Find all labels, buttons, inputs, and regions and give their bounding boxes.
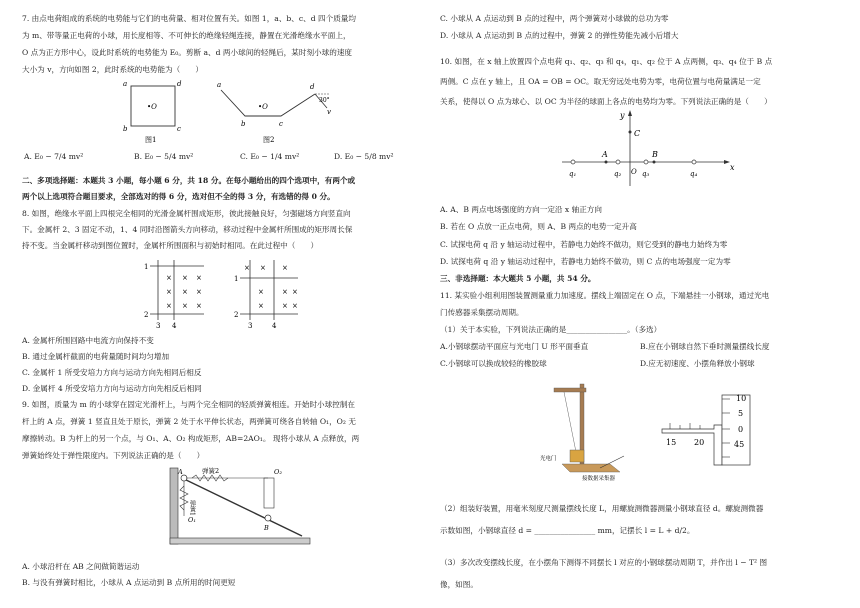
q8-left-label-1: 1: [144, 263, 149, 271]
q8-right-label-4: 4: [272, 322, 277, 330]
q10-point-b: B: [652, 150, 658, 159]
q7-option-d: D. E₀ − 5/8 mv²: [334, 152, 394, 161]
q7-option-a: A. E₀ − 7/4 mv²: [24, 152, 84, 161]
svg-text:×: ×: [182, 288, 188, 296]
q8-left-label-4: 4: [172, 322, 177, 330]
fig2-label-b: b: [241, 120, 246, 128]
q10-charge-q4: q₄: [690, 170, 698, 178]
q9-line-2: 杆上的 A 点，弹簧 1 竖直且处于原长，弹簧 2 处于水平伸长状态，两弹簧可绕各自转轴 O₁，O₂ 无: [22, 417, 356, 426]
svg-text:×: ×: [260, 264, 266, 272]
svg-text:×: ×: [282, 264, 288, 272]
figure-1: [123, 80, 182, 144]
q10-charge-q3: q₃: [642, 170, 650, 178]
svg-text:×: ×: [182, 302, 188, 310]
q8-left-label-2: 2: [144, 311, 149, 319]
q9-spring2-label: 弹簧2: [202, 467, 220, 475]
q11-thimble-5: 5: [738, 409, 744, 418]
fig1-label-d: d: [177, 80, 182, 88]
q10-line-1: 10. 如图，在 x 轴上放置四个点电荷 q₁、q₂、q₃ 和 q₄，q₁、q₂ 位于 A 点两侧，q₃、q₄ 位于 B 点: [440, 57, 773, 66]
q10-option-a: A. A、B 两点电场强度的方向一定沿 x 轴正方向: [440, 205, 602, 214]
q9-point-a: A: [178, 468, 183, 476]
svg-text:×: ×: [196, 302, 202, 310]
svg-text:×: ×: [282, 302, 288, 310]
q11-option-c: C.小钢球可以换成较轻的橡胶球: [440, 359, 547, 368]
q11-option-d: D.应无初速度、小摆角释放小钢球: [640, 359, 755, 368]
q10-charge-q2: q₂: [614, 170, 622, 178]
q11-part-3-line-2: 像，如图。: [440, 580, 478, 589]
q11-photogate-label: 光电门: [540, 456, 557, 462]
q11-option-b: B.应在小钢球自然下垂时测量摆线长度: [640, 342, 770, 351]
section-2-heading-line-2: 两个以上选项符合题目要求，全部选对的得 6 分，选对但不全的得 3 分，有选错的得 0 分。: [22, 192, 335, 201]
fig1-center-o: •O: [147, 103, 157, 111]
q11-part-3-line-1: （3）多次改变摆线长度，在小摆角下测得不同摆长 l 对应的小钢球摆动周期 T，并作出 l − T² 图: [440, 558, 768, 567]
fig1-label-c: c: [177, 125, 181, 133]
q8-figure: [144, 256, 304, 330]
q10-option-b: B. 若在 O 点放一正点电荷，则 A、B 两点的电势一定升高: [440, 222, 637, 231]
fig2-center-o: •O: [258, 103, 268, 111]
svg-text:×: ×: [166, 302, 172, 310]
svg-text:×: ×: [292, 288, 298, 296]
svg-text:×: ×: [196, 274, 202, 282]
figure-2: [217, 81, 331, 144]
q8-option-b: B. 通过金属杆截面的电荷量随时间均匀增加: [22, 352, 170, 361]
q10-line-3: 关系，使得以 O 点为球心、以 OC 为半径的球面上各点的电势均为零。下列说法正确的是（ ）: [440, 97, 772, 106]
q9-point-o1: O₁: [188, 516, 196, 524]
q10-option-d: D. 试探电荷 q 沿 y 轴运动过程中，若静电力始终不做功，则 C 点的电场强度一定为零: [440, 257, 731, 266]
svg-text:×: ×: [166, 274, 172, 282]
q11-collector-label: 接数据采集器: [582, 476, 616, 482]
q7-figures: [117, 78, 347, 144]
q9-point-b: B: [264, 524, 269, 532]
q9-option-c: C. 小球从 A 点运动到 B 点的过程中，两个弹簧对小球做的总功为零: [440, 14, 669, 23]
q8-left-panel: [144, 260, 204, 330]
q11-option-a: A.小钢球摆动平面应与光电门 U 形平面垂直: [440, 342, 589, 351]
q10-point-c: C: [634, 129, 641, 138]
q11-sleeve-15: 15: [666, 438, 677, 447]
fig2-label-d: d: [310, 83, 315, 91]
q8-option-a: A. 金属杆所围回路中电流方向保持不变: [22, 336, 154, 345]
q9-option-b: B. 与没有弹簧时相比，小球从 A 点运动到 B 点所用的时间更短: [22, 578, 236, 587]
q9-option-a: A. 小球沿杆在 AB 之间做简谐运动: [22, 562, 140, 571]
fig2-label-c: c: [279, 120, 283, 128]
fig1-caption: 图1: [145, 136, 157, 144]
q9-line-3: 摩擦转动。B 为杆上的另一个点，与 O₁、A、O₂ 构成矩形，AB=2AO₁。 现将小球从 A 点释放，两: [22, 434, 360, 443]
q8-line-3: 持不变。当金属杆移动到图位置时，金属杆所围面积与初始时相同。在此过程中（ ）: [22, 241, 319, 250]
q9-spring1-label: 弹簧1: [188, 500, 196, 516]
section-3-heading: 三、非选择题：本大题共 5 小题，共 54 分。: [440, 274, 596, 283]
q10-point-a: A: [602, 150, 608, 159]
svg-text:×: ×: [182, 274, 188, 282]
section-2-heading-line-1: 二、多项选择题：本题共 3 小题，每小题 6 分，共 18 分。在每小题给出的四个选项中，有两个或: [22, 176, 356, 185]
q7-option-b: B. E₀ − 5/4 mv²: [134, 152, 194, 161]
q10-axis-x: x: [730, 163, 735, 172]
q8-right-label-1: 1: [234, 275, 239, 283]
q9-figure: [152, 466, 312, 546]
svg-text:×: ×: [258, 288, 264, 296]
q11-part-2-line-2: 示数如图，小钢球直径 d = ________________ mm，记摆长 l = L + d/2。: [440, 526, 695, 535]
q11-sleeve-20: 20: [694, 438, 705, 447]
q10-axis-y: y: [620, 111, 625, 120]
q7-option-c: C. E₀ − 1/4 mv²: [240, 152, 300, 161]
q11-thimble-10: 10: [736, 394, 747, 403]
fig2-angle-label: 30°: [319, 97, 330, 104]
q7-line-1: 7. 由点电荷组成的系统的电势能与它们的电荷量、相对位置有关。如图 1，a、b、c、d 四个质量均: [22, 14, 356, 23]
svg-text:×: ×: [166, 288, 172, 296]
q8-right-label-3: 3: [248, 322, 253, 330]
fig2-velocity-label: v: [327, 108, 331, 116]
q10-option-c: C. 试探电荷 q 沿 y 轴运动过程中，若静电力始终不做功，则它受到的静电力始终为零: [440, 240, 728, 249]
svg-text:×: ×: [196, 288, 202, 296]
q11-part-1: （1）关于本实验，下列说法正确的是________________。（多选）: [440, 325, 662, 334]
fig1-label-b: b: [123, 125, 128, 133]
q8-line-1: 8. 如图，绝缘水平面上四根完全相同的光滑金属杆围成矩形，彼此接触良好，匀强磁场方向竖直向: [22, 209, 351, 218]
q10-figure: [558, 110, 738, 188]
fig1-label-a: a: [123, 80, 128, 88]
q11-line-1: 11. 某实验小组利用图装置测量重力加速度。摆线上端固定在 O 点，下端悬挂一小钢球，通过光电: [440, 291, 770, 300]
svg-text:×: ×: [244, 264, 250, 272]
q8-line-2: 下。金属杆 2、3 固定不动，1、4 同时沿图箭头方向移动，移动过程中金属杆所围成的矩形周长保: [22, 225, 353, 234]
q8-option-d: D. 金属杆 4 所受安培力方向与运动方向先相反后相同: [22, 384, 202, 393]
q7-line-4: 大小为 v，方向如图 2，此时系统的电势能为（ ）: [22, 65, 204, 74]
q8-right-label-2: 2: [234, 311, 239, 319]
q8-right-panel: [234, 260, 298, 330]
q11-thimble-0: 0: [738, 425, 744, 434]
q9-line-1: 9. 如图，质量为 m 的小球穿在固定光滑杆上，与两个完全相同的轻质弹簧相连。开始时小球控制在: [22, 400, 356, 409]
svg-text:×: ×: [292, 302, 298, 310]
q7-line-3: O 点为正方形中心，设此时系统的电势能为 E₀。剪断 a、d 两小球间的轻绳后，某时刻小球的速度: [22, 48, 353, 57]
q11-part-2-line-1: （2）组装好装置，用毫米刻度尺测量摆线长度 L，用螺旋测微器测量小钢球直径 d。螺旋测微器: [440, 504, 764, 513]
q10-line-2: 两侧。C 点在 y 轴上，且 OA = OB = OC。取无穷远处电势为零，电荷位置与电荷量满足一定: [440, 77, 761, 86]
q9-option-d: D. 小球从 A 点运动到 B 点的过程中，弹簧 2 的弹性势能先减小后增大: [440, 31, 679, 40]
q11-apparatus-figure: [540, 378, 640, 482]
q9-line-4: 弹簧始终处于弹性限度内。下列说法正确的是（ ）: [22, 451, 205, 460]
svg-text:×: ×: [258, 302, 264, 310]
fig2-label-a: a: [217, 81, 222, 89]
svg-text:×: ×: [282, 288, 288, 296]
q9-point-o2: O₂: [274, 468, 282, 476]
q11-micrometer-figure: [660, 385, 770, 473]
q10-origin-o: O: [631, 168, 637, 176]
fig2-caption: 图2: [263, 136, 275, 144]
q11-line-2: 门传感器采集摆动周期。: [440, 308, 524, 317]
q11-thimble-45: 45: [734, 440, 745, 449]
q10-charge-q1: q₁: [569, 170, 577, 178]
q8-option-c: C. 金属杆 1 所受安培力方向与运动方向先相同后相反: [22, 368, 202, 377]
q8-left-label-3: 3: [156, 322, 161, 330]
q7-line-2: 为 m、带等量正电荷的小球，用长度相等、不可伸长的绝缘轻绳连接，静置在光滑绝缘水平面上，: [22, 31, 351, 40]
